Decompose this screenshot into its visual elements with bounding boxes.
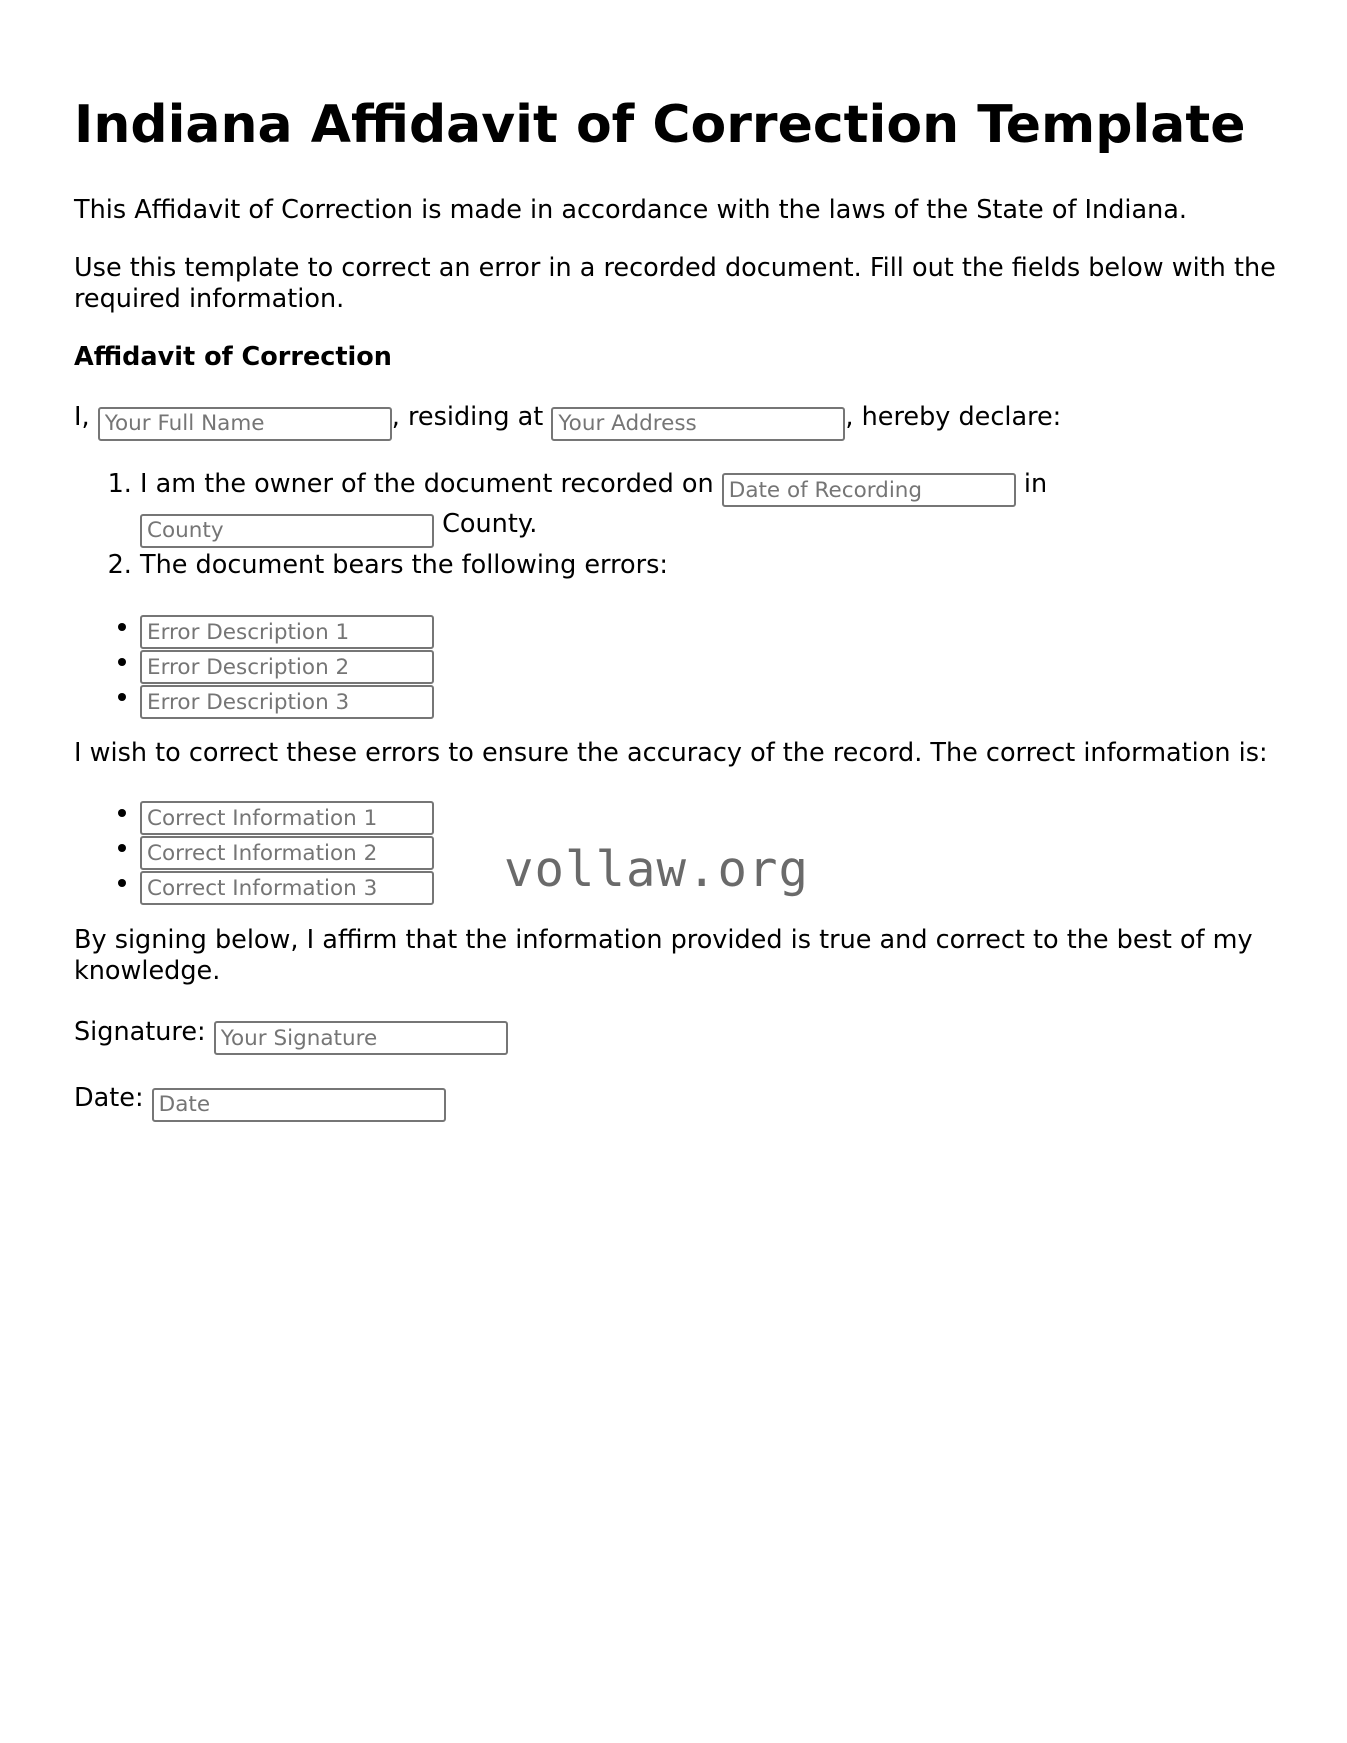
full-name-input[interactable] [98,407,392,441]
signature-input[interactable] [214,1021,508,1055]
date-of-recording-input[interactable] [722,473,1016,507]
declaration-middle: , residing at [391,402,544,432]
error-list [74,609,1284,714]
intro-paragraph-2: Use this template to correct an error in a recorded document. Fill out the fields below with the required information. [74,253,1276,314]
section-heading: Affidavit of Correction [74,342,392,372]
signature-line [74,1014,1284,1056]
intro-paragraph-1: This Affidavit of Correction is made in accordance with the laws of the State of Indiana. [74,195,1187,225]
error-description-3-input[interactable] [140,685,434,719]
signature-label: Signature: [74,1016,206,1047]
date-label: Date: [74,1083,144,1113]
county-input[interactable] [140,514,434,548]
step-1-county-suffix: County. [442,509,538,539]
declaration-line [74,400,1284,441]
step-1-text: I am the owner of the document recorded on [140,468,714,499]
declaration-prefix: I, [74,402,90,432]
step-2-text: The document bears the following errors: [140,549,668,580]
list-item [140,644,1284,679]
affirmation-paragraph: By signing below, I affirm that the information provided is true and correct to the best of my knowledge. [74,924,1253,986]
page-title: Indiana Affidavit of Correction Template [74,95,1246,155]
address-input[interactable] [551,407,845,441]
date-input[interactable] [152,1088,446,1122]
date-line [74,1080,1284,1122]
affidavit-document [74,0,1284,1122]
step-1-in: in [1023,468,1048,499]
declaration-steps [74,467,1284,583]
correction-intro: I wish to correct these errors to ensure the accuracy of the record. The correct information is: [74,737,1268,768]
step-1 [140,467,1284,548]
step-2 [140,548,1284,583]
list-item [140,609,1284,644]
correct-information-3-input[interactable] [140,871,434,905]
declaration-suffix: , hereby declare: [845,402,1062,432]
watermark: vollaw.org [504,841,810,898]
list-item [140,795,1284,830]
list-item [140,679,1284,714]
